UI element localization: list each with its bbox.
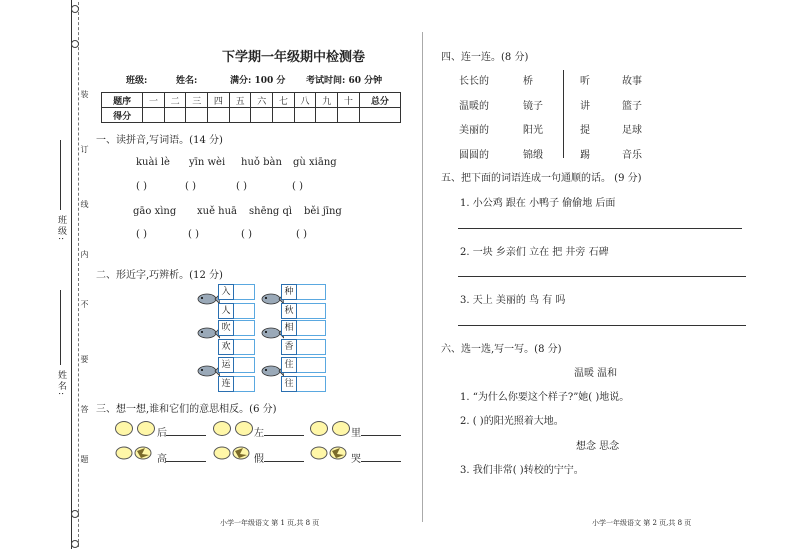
char-box: 秋 (281, 303, 297, 319)
score-header-cell: 四 (208, 93, 230, 108)
score-header-cell: 题序 (102, 93, 143, 108)
fill-sentence: 3. 我们非常( )转校的宁宁。 (460, 465, 584, 476)
seal-char: 题 (80, 455, 89, 465)
name-label: 姓名: (56, 370, 66, 398)
q2-heading: 二、形近字,巧辨析。(12 分) (96, 270, 223, 281)
binding-hole (71, 40, 79, 48)
score-header-cell: 九 (316, 93, 338, 108)
char-box: 住 (281, 357, 297, 373)
score-header-cell: 一 (143, 93, 165, 108)
score-cell[interactable] (143, 108, 165, 123)
antonym-char: 哭 (351, 454, 361, 465)
answer-oval[interactable] (332, 421, 350, 436)
q1-heading: 一、读拼音,写词语。(14 分) (96, 135, 223, 146)
answer-blank[interactable]: ( ) (296, 229, 307, 240)
char-box: 入 (218, 284, 234, 300)
answer-slot[interactable] (234, 303, 255, 319)
answer-blank[interactable]: ( ) (236, 181, 247, 192)
page-divider (422, 32, 423, 522)
match-item: 足球 (622, 125, 642, 136)
match-item: 音乐 (622, 150, 642, 161)
score-row (102, 108, 401, 123)
match-item: 踢 (580, 150, 590, 161)
seal-char: 答 (80, 405, 89, 415)
match-item: 锦缎 (523, 150, 543, 161)
score-cell[interactable] (316, 108, 338, 123)
answer-oval[interactable] (213, 421, 231, 436)
fish-icon (196, 325, 220, 341)
match-item: 圆圆的 (459, 150, 489, 161)
q5-heading: 五、把下面的词语连成一句通顺的话。 (9 分) (441, 173, 642, 184)
answer-oval[interactable] (137, 421, 155, 436)
answer-line[interactable] (264, 461, 304, 462)
match-item: 篮子 (622, 101, 642, 112)
score-cell[interactable] (208, 108, 230, 123)
pinyin: kuài lè (136, 157, 170, 168)
answer-line[interactable] (264, 435, 304, 436)
score-table (101, 92, 401, 123)
pinyin: běi jīng (304, 206, 342, 217)
answer-slot[interactable] (234, 357, 255, 373)
q6-heading: 六、选一选,写一写。(8 分) (441, 344, 562, 355)
char-box: 香 (281, 339, 297, 355)
answer-line[interactable] (361, 435, 401, 436)
score-header-cell: 五 (229, 93, 251, 108)
answer-line[interactable] (361, 461, 401, 462)
score-cell[interactable] (273, 108, 295, 123)
q3-heading: 三、想一想,谁和它们的意思相反。(6 分) (96, 404, 277, 415)
sentence-words: 2. 一块 乡亲们 立在 把 井旁 石碑 (460, 247, 609, 258)
match-item: 桥 (523, 76, 533, 87)
binding-strip (0, 0, 89, 549)
match-item: 提 (580, 125, 590, 136)
score-header-cell: 八 (294, 93, 316, 108)
pinyin: shēng qì (249, 206, 293, 217)
antonym-char: 左 (254, 428, 264, 439)
pinyin: yīn wèi (189, 157, 226, 168)
binding-solid-line (71, 0, 72, 549)
answer-blank[interactable]: ( ) (185, 181, 196, 192)
score-cell[interactable] (229, 108, 251, 123)
answer-blank[interactable]: ( ) (136, 181, 147, 192)
score-header-cell: 总分 (359, 93, 400, 108)
char-box: 种 (281, 284, 297, 300)
fill-sentence: 2. ( )的阳光照着大地。 (460, 416, 564, 427)
match-item: 故事 (622, 76, 642, 87)
score-header-cell: 七 (273, 93, 295, 108)
seal-char: 订 (80, 145, 89, 155)
binding-hole (71, 5, 79, 13)
answer-line[interactable] (458, 228, 742, 229)
score-cell[interactable] (164, 108, 186, 123)
bird-icon (115, 445, 153, 461)
answer-oval[interactable] (115, 421, 133, 436)
score-row-label: 得分 (102, 108, 143, 123)
answer-slot[interactable] (234, 376, 255, 392)
answer-slot[interactable] (297, 376, 326, 392)
score-cell[interactable] (294, 108, 316, 123)
info-time: 考试时间: 60 分钟 (306, 76, 383, 86)
score-header-cell: 三 (186, 93, 208, 108)
answer-slot[interactable] (297, 357, 326, 373)
answer-oval[interactable] (310, 421, 328, 436)
match-item: 长长的 (459, 76, 489, 87)
answer-slot[interactable] (297, 303, 326, 319)
fill-sentence: 1. “为什么你要这个样子?”她( )地说。 (460, 392, 630, 403)
score-cell[interactable] (338, 108, 360, 123)
score-header-cell: 十 (338, 93, 360, 108)
char-box: 欢 (218, 339, 234, 355)
bird-icon (213, 445, 251, 461)
answer-blank[interactable]: ( ) (292, 181, 303, 192)
pinyin: xuě huā (197, 206, 238, 217)
answer-slot[interactable] (234, 284, 255, 300)
seal-char: 内 (80, 250, 89, 260)
char-box: 人 (218, 303, 234, 319)
pinyin: gāo xìng (133, 206, 177, 217)
seal-char: 装 (80, 90, 89, 100)
info-class: 班级: (126, 76, 148, 86)
score-header-row (102, 93, 401, 108)
bird-icon (310, 445, 348, 461)
char-box: 相 (281, 320, 297, 336)
match-item: 镜子 (523, 101, 543, 112)
answer-line[interactable] (166, 461, 206, 462)
name-write-line[interactable] (60, 290, 61, 365)
char-box: 往 (281, 376, 297, 392)
info-name: 姓名: (176, 76, 198, 86)
char-box: 吹 (218, 320, 234, 336)
answer-slot[interactable] (234, 339, 255, 355)
score-header-cell: 二 (164, 93, 186, 108)
antonym-char: 里 (351, 428, 361, 439)
footer-right: 小学一年级语文 第 2 页,共 8 页 (592, 519, 692, 527)
answer-oval[interactable] (235, 421, 253, 436)
answer-slot[interactable] (297, 339, 326, 355)
match-item: 温暖的 (459, 101, 489, 112)
match-item: 听 (580, 76, 590, 87)
match-item: 讲 (580, 101, 590, 112)
binding-hole (71, 510, 79, 518)
antonym-char: 高 (157, 454, 167, 465)
score-cell[interactable] (359, 108, 400, 123)
fish-icon (196, 363, 220, 379)
seal-char: 不 (80, 300, 89, 310)
match-separator (563, 70, 564, 158)
score-cell[interactable] (186, 108, 208, 123)
answer-slot[interactable] (234, 320, 255, 336)
match-item: 阳光 (523, 125, 543, 136)
match-item: 美丽的 (459, 125, 489, 136)
seal-char: 线 (80, 200, 89, 210)
sentence-words: 1. 小公鸡 跟在 小鸭子 偷偷地 后面 (460, 198, 616, 209)
page-title: 下学期一年级期中检测卷 (222, 50, 366, 65)
antonym-char: 假 (254, 454, 264, 465)
answer-slot[interactable] (297, 284, 326, 300)
info-full-score: 满分: 100 分 (230, 76, 286, 86)
char-box: 运 (218, 357, 234, 373)
answer-line[interactable] (458, 325, 746, 326)
char-box: 连 (218, 376, 234, 392)
answer-blank[interactable]: ( ) (241, 229, 252, 240)
binding-hole (71, 540, 79, 548)
answer-blank[interactable]: ( ) (188, 229, 199, 240)
score-header-cell: 六 (251, 93, 273, 108)
fish-icon (196, 291, 220, 307)
class-label: 班级: (56, 215, 66, 243)
answer-line[interactable] (458, 276, 746, 277)
pinyin: gù xiāng (293, 157, 337, 168)
class-write-line[interactable] (60, 140, 61, 210)
footer-left: 小学一年级语文 第 1 页,共 8 页 (220, 519, 320, 527)
binding-dashed-line (78, 2, 79, 547)
answer-blank[interactable]: ( ) (136, 229, 147, 240)
answer-line[interactable] (166, 435, 206, 436)
score-cell[interactable] (251, 108, 273, 123)
seal-char: 要 (80, 355, 89, 365)
sentence-words: 3. 天上 美丽的 鸟 有 吗 (460, 295, 566, 306)
answer-slot[interactable] (297, 320, 326, 336)
word-choices: 温暖 温和 (574, 368, 618, 379)
q4-heading: 四、连一连。(8 分) (441, 52, 529, 63)
word-choices: 想念 思念 (576, 441, 620, 452)
antonym-char: 后 (157, 428, 167, 439)
pinyin: huǒ bàn (241, 157, 282, 168)
